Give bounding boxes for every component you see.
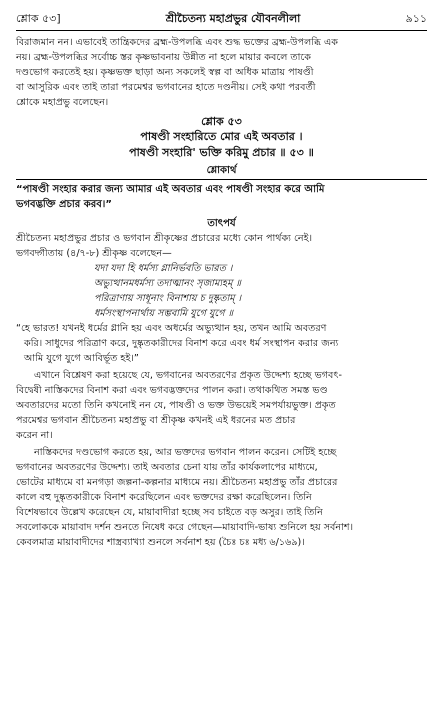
text-line: করেন না।	[16, 430, 53, 441]
text-line: অবতারদের মতো তিনি কখনোই নন যে, পাষণ্ডী ও ভক্ত উভয়েই সমপর্যায়ভুক্ত। প্রকৃত	[16, 400, 336, 411]
text-line: বিদ্বেষী নাস্তিকদের বিনাশ করা এবং ভগবদ্ভক্তদের পালন করা। তথাকথিত সমস্ত ভণ্ড	[16, 385, 328, 396]
purport-heading: তাৎপর্য	[207, 218, 236, 229]
text-line: বা আসুরিক এবং তাই তারা পরমেশ্বর ভগবানের হাতে দণ্ডনীয়। সেই কথা পরবর্তী	[16, 82, 316, 93]
text-line: ভগবদ্গীতায় (৪/৭-৮) শ্রীকৃষ্ণ বলেছেন—	[16, 248, 172, 259]
text-line: বিশেষভাবে উল্লেখ করেছেন যে, মায়াবাদীরা হচ্ছে সব চাইতে বড় অসুর। তাই তিনি	[16, 507, 323, 518]
text-line: এখানে বিশ্লেষণ করা হয়েছে যে, ভগবানের অবতরণের প্রকৃত উদ্দেশ্য হচ্ছে ভগবৎ-	[34, 370, 342, 381]
intro-paragraph	[16, 35, 427, 110]
page-number: ৯১১	[405, 12, 427, 25]
text-line: সবলোককে মায়াবাদ দর্শন শুনতে নিষেধ করে গেছেন—মায়াবাদি-ভাষ্য শুনিলে হয় সর্বনাশ।	[16, 522, 354, 533]
header-title: শ্রীচৈতন্য মহাপ্রভুর যৌবনলীলা	[165, 12, 301, 25]
sanskrit-line: পরিত্রাণায় সাধূনাং বিনাশায় চ দুষ্কৃতাম্ ।	[94, 293, 242, 304]
sanskrit-line: অভ্যুত্থানমধর্মস্য তদাত্মানং সৃজাম্যহম্ ॥	[94, 278, 241, 289]
running-header	[16, 10, 427, 31]
verse-line: পাষণ্ডী সংহারিতে মোর এই অবতার ।	[140, 130, 303, 143]
text-line: শ্লোকে মহাপ্রভু বলেছেন।	[16, 97, 109, 108]
text-line: নয়। ব্রহ্ম-উপলব্ধির সর্বোচ্চ স্তর কৃষ্ণভাবনায় উন্নীত না হলে মায়ার কবলে তাকে	[16, 52, 311, 63]
sanskrit-line: যদা যদা হি ধর্মস্য গ্লানির্ভবতি ভারত ।	[94, 263, 233, 274]
text-line: দণ্ডভোগ করতেই হয়। কৃষ্ণভক্ত ছাড়া অন্য সকলেই স্বল্প বা অধিক মাত্রায় পাষণ্ডী	[16, 67, 314, 78]
verse-line: পাষণ্ডী সংহারি' ভক্তি করিমু প্রচার ॥ ৫৩ ॥	[129, 146, 314, 159]
text-line: পরমেশ্বর ভগবান শ্রীচৈতন্য মহাপ্রভু বা শ্রীকৃষ্ণ কখনই এই ধরনের মত প্রচার	[16, 415, 296, 426]
quote-line: আমি যুগে যুগে আবির্ভূত হই।”	[24, 353, 139, 364]
header-verse-ref: শ্লোক ৫৩]	[16, 12, 61, 25]
quote-line: “হে ভারত! যখনই ধর্মের গ্লানি হয় এবং অধর্মের অভ্যুত্থান হয়, তখন আমি অবতরণ	[16, 323, 327, 334]
text-line: বিরাজমান নন। এভাবেই তান্ত্রিকদের ব্রহ্ম-উপলব্ধি এবং শুদ্ধ ভক্তের ব্রহ্ম-উপলব্ধি এক	[16, 37, 338, 48]
translation-heading: শ্লোকার্থ	[206, 165, 237, 176]
translation-line: “পাষণ্ডী সংহার করার জন্য আমার এই অবতার এবং পাষণ্ডী সংহার করে আমি	[16, 184, 325, 195]
text-line: নাস্তিকদের দণ্ডভোগ করতে হয়, আর ভক্তদের ভগবান পালন করেন। সেটিই হচ্ছে	[34, 447, 337, 458]
divider	[16, 179, 427, 180]
text-line: ভোটের মাধ্যমে বা মনগড়া জল্পনা-কল্পনার মাধ্যমে নয়। শ্রীচৈতন্য মহাপ্রভু তাঁর প্রচারের	[16, 477, 338, 488]
sanskrit-line: ধর্মসংস্থাপনার্থায় সম্ভবামি যুগে যুগে ॥	[94, 308, 234, 319]
translation-line: ভগবদ্ভক্তি প্রচার করব।”	[16, 199, 112, 210]
text-line: শ্রীচৈতন্য মহাপ্রভুর প্রচার ও ভগবান শ্রীকৃষ্ণের প্রচারের মধ্যে কোন পার্থক্য নেই।	[16, 233, 313, 244]
text-line: ভগবানের অবতরণের উদ্দেশ্য। তাই অবতার চেনা যায় তাঁর কার্যকলাপের মাধ্যমে,	[16, 462, 318, 473]
verse-title: শ্লোক ৫৩	[201, 115, 242, 128]
quote-line: করি। সাধুদের পরিত্রাণ করে, দুষ্কৃতকারীদের বিনাশ করে এবং ধর্ম সংস্থাপন করার জন্য	[24, 338, 339, 349]
text-line: কেবলমাত্র মায়াবাদীদের শাস্ত্রব্যাখ্যা শুনলে সর্বনাশ হয় (চৈঃ চঃ মধ্য ৬/১৬৯)।	[16, 537, 305, 548]
text-line: কালে বহু দুষ্কৃতকারীকে বিনাশ করেছিলেন এবং ভক্তদের রক্ষা করেছিলেন। তিনি	[16, 492, 312, 503]
